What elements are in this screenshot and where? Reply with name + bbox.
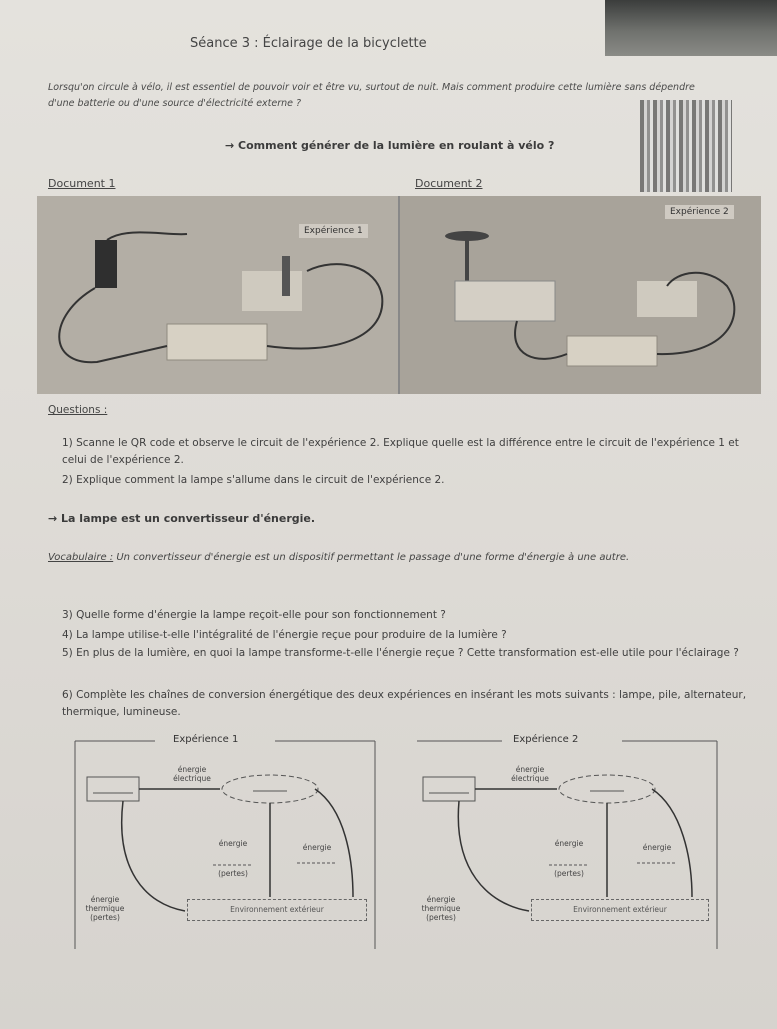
- exp1-environment: Environnement extérieur: [187, 899, 367, 921]
- exp2-thermal: énergie thermique (pertes): [421, 895, 461, 922]
- switch-board-2: [567, 336, 657, 366]
- crank-axle: [465, 236, 469, 286]
- intro-text: Lorsqu'on circule à vélo, il est essentiel de pouvoir voir et être vu, surtout de nuit. Mais comment produire cette lumière sans dépendre d'une batterie ou d'une source d'électricité externe ?: [48, 82, 695, 109]
- vocabulary-text: Un convertisseur d'énergie est un dispositif permettant le passage d'une forme d'énergie à une autre.: [113, 552, 630, 563]
- question-6: 6) Complète les chaînes de conversion énergétique des deux expériences en insérant les mots suivants : lampe, pile, alternateur, thermique, lumineuse.: [62, 689, 747, 718]
- box-converter: [222, 775, 318, 803]
- generator-box: [455, 281, 555, 321]
- arrow-thermal-2: [458, 801, 529, 911]
- exp1-thermal: énergie thermique (pertes): [85, 895, 125, 922]
- photo-label-exp-2: Expérience 2: [665, 205, 734, 219]
- exp2-losses: (pertes): [554, 869, 584, 878]
- diagram-exp-1-title: Expérience 1: [173, 734, 239, 745]
- exp2-energy-2: énergie: [642, 843, 672, 852]
- question-4: 4) La lampe utilise-t-elle l'intégralité de l'énergie reçue pour produire de la lumière ?: [62, 629, 507, 641]
- diagram-exp-2: [417, 734, 717, 949]
- diagram-exp-1: [75, 734, 375, 949]
- vocabulary-label: Vocabulaire :: [48, 552, 114, 563]
- vocabulary-note: [48, 549, 748, 566]
- bicycle-night-photo: [605, 0, 777, 56]
- experiment-photos: [37, 196, 761, 394]
- exp1-energy-2: énergie: [302, 843, 332, 852]
- question-1: 1) Scanne le QR code et observe le circuit de l'expérience 2. Explique quelle est la différence entre le circuit de l'expérience 1 et celui de l'expérience 2.: [62, 437, 739, 466]
- questions-title: Questions :: [48, 404, 108, 416]
- switch-board: [167, 324, 267, 360]
- document-1-label: Document 1: [48, 177, 116, 190]
- box-source: [87, 777, 139, 801]
- battery-icon: [95, 240, 117, 288]
- question-3: 3) Quelle forme d'énergie la lampe reçoit-elle pour son fonctionnement ?: [62, 609, 446, 621]
- box-source-2: [423, 777, 475, 801]
- exp2-energy-1: énergie: [554, 839, 584, 848]
- box-converter-2: [559, 775, 655, 803]
- exp1-losses: (pertes): [218, 869, 248, 878]
- experiment-photos-drawing: [37, 196, 761, 394]
- photo-label-exp-1: Expérience 1: [299, 224, 368, 238]
- exp2-environment: Environnement extérieur: [531, 899, 709, 921]
- page-title: Séance 3 : Éclairage de la bicyclette: [190, 36, 427, 51]
- statement: → La lampe est un convertisseur d'énergie.: [48, 512, 316, 525]
- document-2-label: Document 2: [415, 177, 483, 190]
- lamp-holder-2: [637, 281, 697, 317]
- qr-code-image[interactable]: [640, 100, 732, 192]
- lamp-post: [282, 256, 290, 296]
- exp1-energy-1: énergie: [218, 839, 248, 848]
- question-2: 2) Explique comment la lampe s'allume dans le circuit de l'expérience 2.: [62, 474, 445, 486]
- question-5: 5) En plus de la lumière, en quoi la lampe transforme-t-elle l'énergie reçue ? Cette transformation est-elle utile pour l'éclairage ?: [62, 647, 739, 659]
- exp1-energy-electric: énergie électrique: [173, 765, 211, 783]
- diagram-exp-2-title: Expérience 2: [513, 734, 579, 745]
- arrow-thermal: [122, 801, 185, 911]
- main-question: → Comment générer de la lumière en roulant à vélo ?: [225, 139, 555, 152]
- exp2-energy-electric: énergie électrique: [511, 765, 549, 783]
- lamp-holder: [242, 271, 302, 311]
